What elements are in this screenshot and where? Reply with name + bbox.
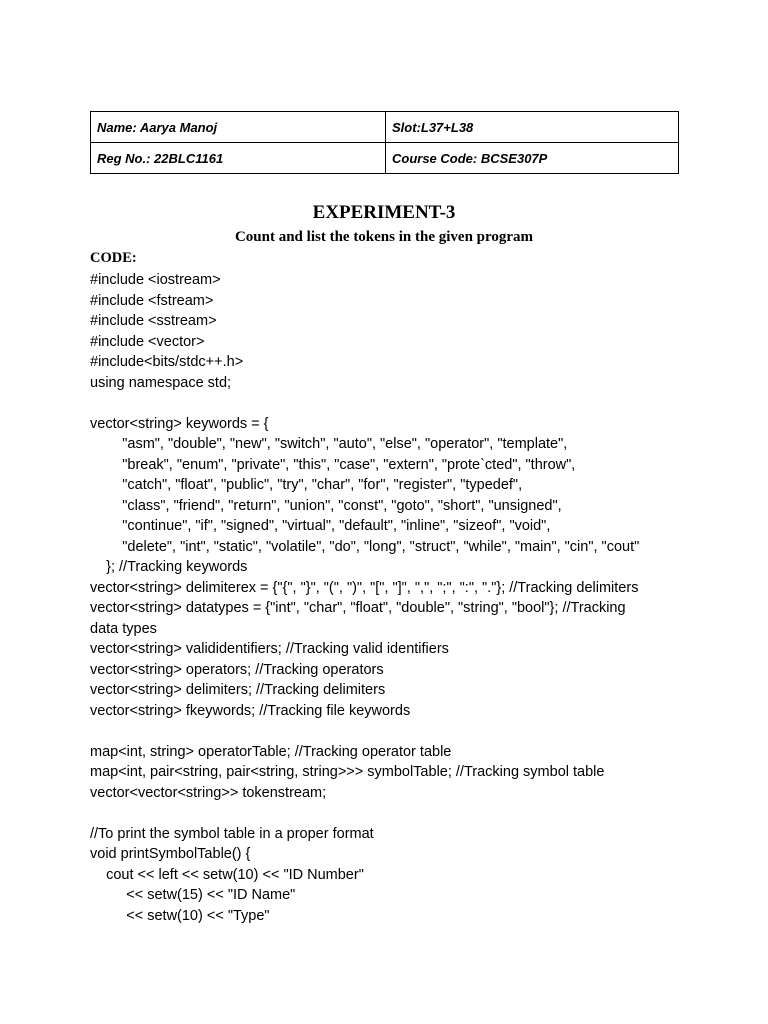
registration-number: Reg No.: 22BLC1161	[91, 143, 386, 174]
code-line: vector<string> delimiters; //Tracking delimiters	[90, 682, 386, 698]
code-line: #include <fstream>	[90, 292, 214, 309]
code-line: "break", "enum", "private", "this", "case", "extern", "prote`cted", "throw",	[90, 456, 576, 473]
code-line: map<int, string> operatorTable; //Tracking operator table	[90, 743, 452, 760]
course-code: Course Code: BCSE307P	[386, 143, 679, 174]
code-line: vector<string> datatypes = {"int", "char", "float", "double", "string", "bool"}; //Tracking	[90, 600, 626, 616]
student-name: Name: Aarya Manoj	[91, 112, 386, 143]
code-line: "catch", "float", "public", "try", "char", "for", "register", "typedef",	[90, 477, 523, 493]
code-line: #include<bits/stdc++.h>	[90, 354, 244, 370]
code-line: data types	[90, 620, 157, 637]
code-line	[90, 803, 690, 824]
code-line	[90, 393, 690, 414]
code-line: using namespace std;	[90, 374, 232, 391]
experiment-title: EXPERIMENT-3	[312, 202, 456, 223]
info-row	[91, 112, 679, 143]
code-line: << setw(15) << "ID Name"	[90, 887, 296, 903]
info-row	[91, 143, 679, 174]
code-block	[90, 270, 690, 926]
code-line: #include <iostream>	[90, 272, 221, 288]
code-line: << setw(10) << "Type"	[90, 907, 270, 924]
code-line: "class", "friend", "return", "union", "const", "goto", "short", "unsigned",	[90, 497, 562, 514]
code-line: #include <vector>	[90, 333, 205, 350]
student-info-table	[90, 111, 679, 174]
code-line: cout << left << setw(10) << "ID Number"	[90, 866, 364, 883]
code-line: vector<string> operators; //Tracking operators	[90, 661, 384, 678]
code-line: vector<string> keywords = {	[90, 415, 269, 432]
code-line: #include <sstream>	[90, 313, 217, 329]
code-label: CODE:	[90, 250, 137, 266]
code-line: "delete", "int", "static", "volatile", "do", "long", "struct", "while", "main", "cin", "cout"	[90, 538, 640, 555]
code-line: map<int, pair<string, pair<string, string>>> symbolTable; //Tracking symbol table	[90, 764, 605, 780]
code-line: //To print the symbol table in a proper format	[90, 825, 374, 842]
code-line: }; //Tracking keywords	[90, 559, 248, 575]
code-line: vector<string> delimiterex = {"{", "}", "(", ")", "[", "]", ",", ";", ":", "."}; //Tracking delimiters	[90, 579, 639, 596]
experiment-subtitle: Count and list the tokens in the given program	[234, 229, 534, 245]
code-line: "asm", "double", "new", "switch", "auto", "else", "operator", "template",	[90, 436, 568, 452]
code-line: vector<string> fkeywords; //Tracking file keywords	[90, 702, 411, 719]
code-line: vector<vector<string>> tokenstream;	[90, 784, 327, 801]
code-line: vector<string> valididentifiers; //Tracking valid identifiers	[90, 641, 449, 657]
code-line	[90, 721, 690, 742]
code-line: "continue", "if", "signed", "virtual", "default", "inline", "sizeof", "void",	[90, 518, 551, 534]
code-line: void printSymbolTable() {	[90, 846, 251, 862]
slot: Slot:L37+L38	[386, 112, 679, 143]
